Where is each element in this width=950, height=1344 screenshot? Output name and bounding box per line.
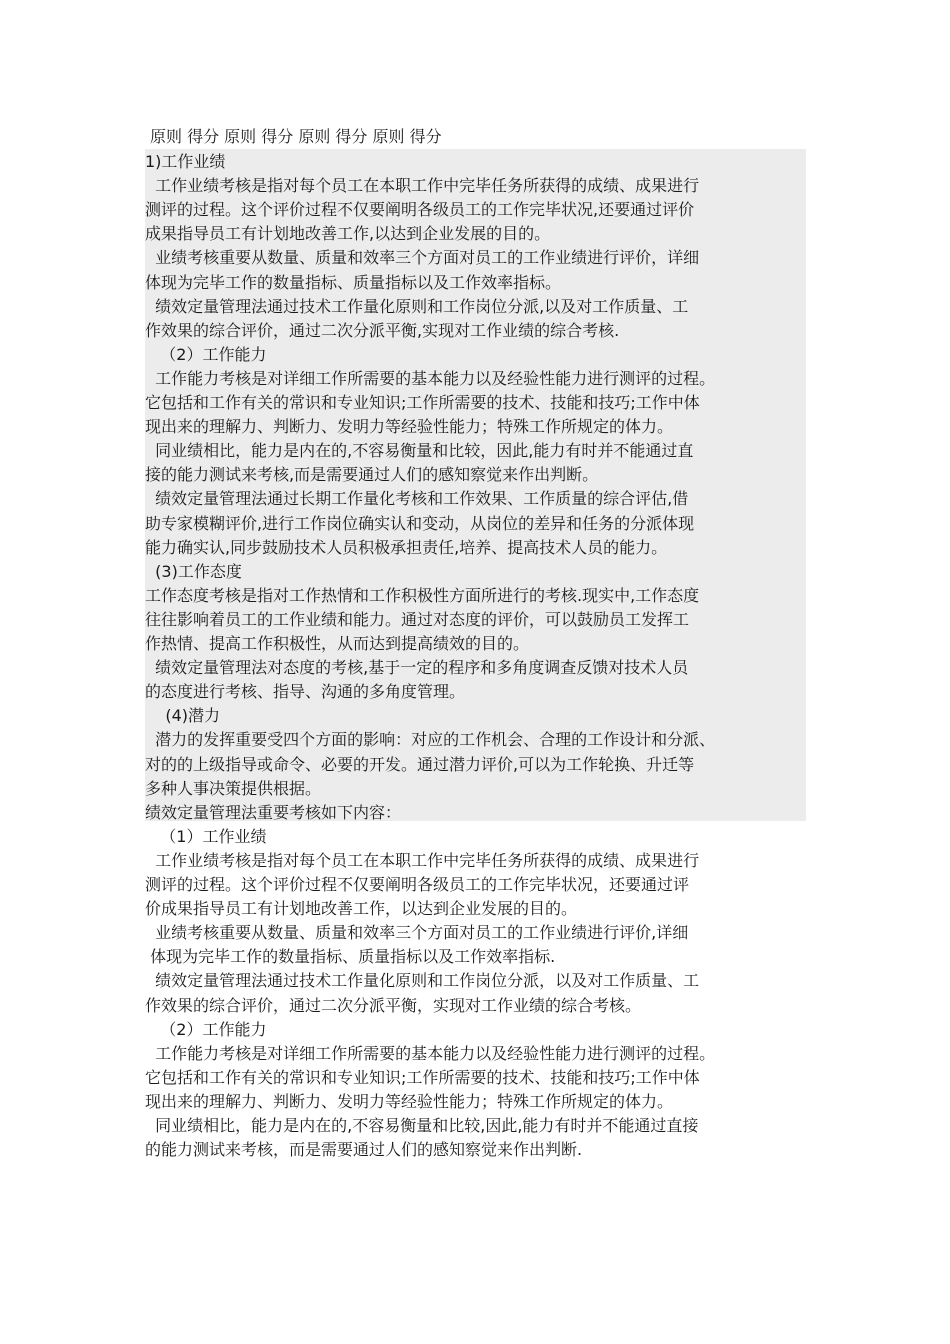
text-line: 作热情、提高工作积极性，从而达到提高绩效的目的。 xyxy=(145,634,530,653)
text-line: 测评的过程。这个评价过程不仅要阐明各级员工的工作完毕状况，还要通过评 xyxy=(145,875,690,894)
text-line: 的态度进行考核、指导、沟通的多角度管理。 xyxy=(145,682,466,702)
text-line: 它包括和工作有关的常识和专业知识;工作所需要的技术、技能和技巧;工作中体 xyxy=(145,393,700,412)
text-line: 测评的过程。这个评价过程不仅要阐明各级员工的工作完毕状况,还要通过评价 xyxy=(145,200,695,220)
text-line: 助专家模糊评价,进行工作岗位确实认和变动，从岗位的差异和任务的分派体现 xyxy=(145,513,695,533)
text-line: 工作能力考核是对详细工作所需要的基本能力以及经验性能力进行测评的过程。 xyxy=(145,368,716,388)
text-line: 工作能力考核是对详细工作所需要的基本能力以及经验性能力进行测评的过程。 xyxy=(145,1043,716,1063)
text-line: (3)工作态度 xyxy=(145,561,242,581)
text-line: 业绩考核重要从数量、质量和效率三个方面对员工的工作业绩进行评价,详细 xyxy=(145,923,689,943)
text-line: 作效果的综合评价，通过二次分派平衡,实现对工作业绩的综合考核. xyxy=(145,320,620,340)
text-line: 对的的上级指导或命令、必要的开发。通过潜力评价,可以为工作轮换、升迁等 xyxy=(145,754,695,774)
text-line: 体现为完毕工作的数量指标、质量指标以及工作效率指标。 xyxy=(145,272,562,292)
text-line: 同业绩相比，能力是内在的,不容易衡量和比较,因此,能力有时并不能通过直接 xyxy=(145,1116,699,1135)
text-line: 现出来的理解力、判断力、发明力等经验性能力；特殊工作所规定的体力。 xyxy=(145,1091,674,1111)
text-line: 工作态度考核是指对工作热情和工作积极性方面所进行的考核.现实中,工作态度 xyxy=(145,585,700,605)
text-line: （1）工作业绩 xyxy=(145,826,267,846)
text-line: 绩效定量管理法通过技术工作量化原则和工作岗位分派,以及对工作质量、工 xyxy=(145,296,689,316)
text-line: 能力确实认,同步鼓励技术人员积极承担责任,培养、提高技术人员的能力。 xyxy=(145,537,668,557)
text-line: 的能力测试来考核，而是需要通过人们的感知察觉来作出判断. xyxy=(145,1140,583,1160)
text-line: 绩效定量管理法重要考核如下内容： xyxy=(145,802,402,822)
text-line: 作效果的综合评价，通过二次分派平衡，实现对工作业绩的综合考核。 xyxy=(145,995,642,1015)
text-line: 工作业绩考核是指对每个员工在本职工作中完毕任务所获得的成绩、成果进行 xyxy=(145,176,700,196)
text-line: 多种人事决策提供根据。 xyxy=(145,778,322,798)
text-line: 业绩考核重要从数量、质量和效率三个方面对员工的工作业绩进行评价，详细 xyxy=(145,248,700,268)
text-line: 绩效定量管理法对态度的考核,基于一定的程序和多角度调查反馈对技术人员 xyxy=(145,658,689,678)
text-line: 绩效定量管理法通过长期工作量化考核和工作效果、工作质量的综合评估,借 xyxy=(145,489,689,509)
text-line: 接的能力测试来考核,而是需要通过人们的感知察觉来作出判断。 xyxy=(145,465,599,485)
text-line: （2）工作能力 xyxy=(145,344,267,364)
text-line: （2）工作能力 xyxy=(145,1019,267,1039)
text-line: 潜力的发挥重要受四个方面的影响：对应的工作机会、合理的工作设计和分派、 xyxy=(145,730,716,750)
text-line: 绩效定量管理法通过技术工作量化原则和工作岗位分派，以及对工作质量、工 xyxy=(145,971,700,991)
table-header-row: 原则 得分 原则 得分 原则 得分 原则 得分 xyxy=(150,127,442,146)
text-line: 同业绩相比，能力是内在的,不容易衡量和比较，因此,能力有时并不能通过直 xyxy=(145,441,694,461)
text-line: 体现为完毕工作的数量指标、质量指标以及工作效率指标. xyxy=(145,947,556,967)
text-line: 成果指导员工有计划地改善工作,以达到企业发展的目的。 xyxy=(145,224,551,244)
text-line: 它包括和工作有关的常识和专业知识;工作所需要的技术、技能和技巧;工作中体 xyxy=(145,1067,700,1087)
text-line: 1)工作业绩 xyxy=(145,152,226,171)
text-line: 工作业绩考核是指对每个员工在本职工作中完毕任务所获得的成绩、成果进行 xyxy=(145,850,700,870)
text-line: (4)潜力 xyxy=(145,706,221,726)
text-line: 往往影响着员工的工作业绩和能力。通过对态度的评价，可以鼓励员工发挥工 xyxy=(145,609,690,629)
text-line: 价成果指导员工有计划地改善工作，以达到企业发展的目的。 xyxy=(145,899,578,919)
text-line: 现出来的理解力、判断力、发明力等经验性能力；特殊工作所规定的体力。 xyxy=(145,417,674,437)
